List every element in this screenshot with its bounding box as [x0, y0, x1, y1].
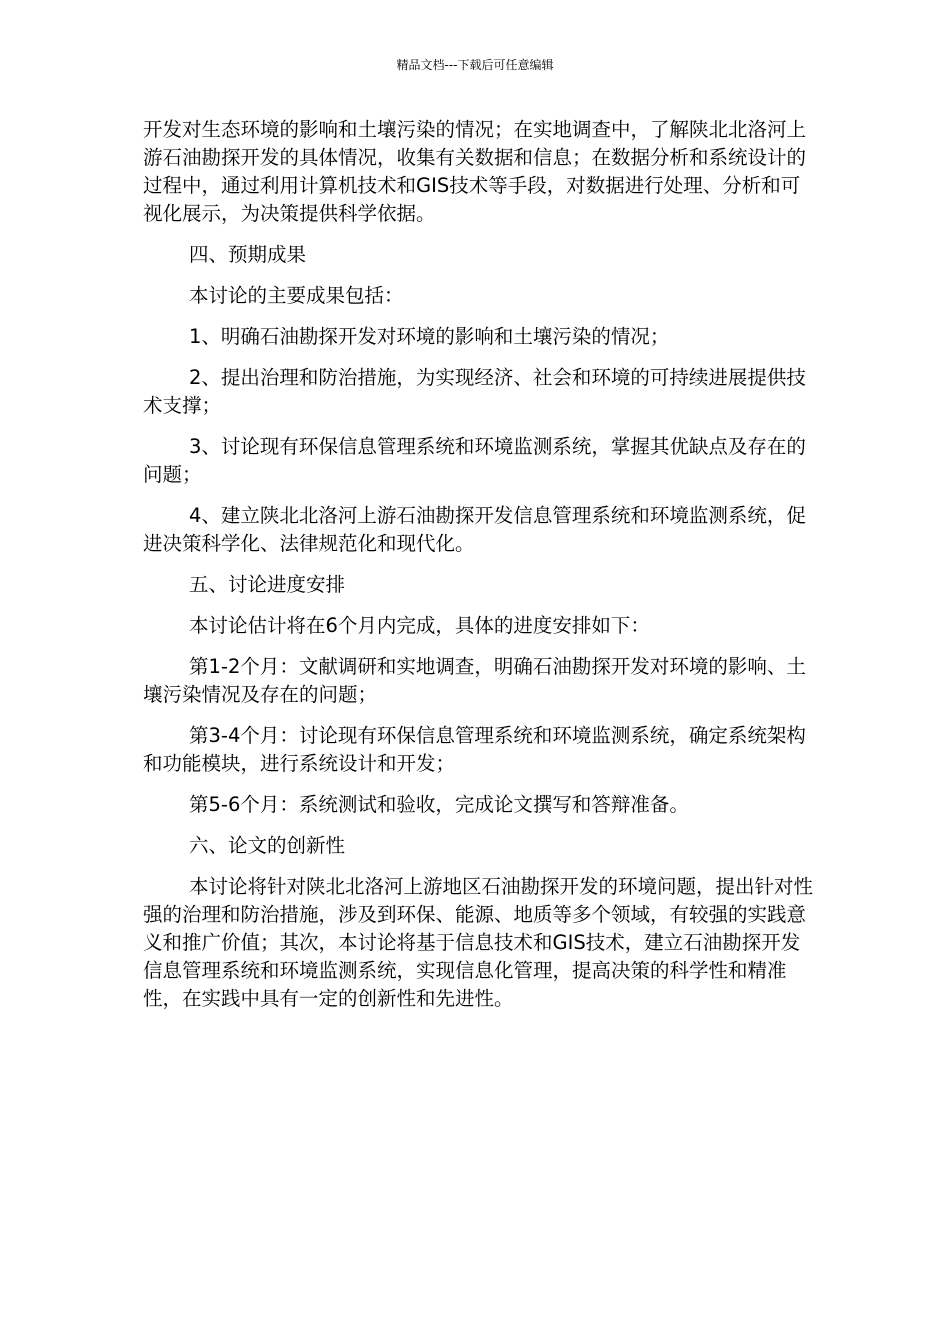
document-body	[143, 116, 813, 1026]
list-item: 3、讨论现有环保信息管理系统和环境监测系统，掌握其优缺点及存在的问题；	[143, 435, 806, 486]
page-header: 精品文档---下载后可任意编辑	[396, 58, 554, 72]
list-item: 1、明确石油勘探开发对环境的影响和土壤污染的情况；	[189, 325, 670, 348]
section-heading-expected-results: 四、预期成果	[189, 243, 307, 266]
paragraph: 本讨论估计将在6个月内完成，具体的进度安排如下：	[189, 614, 650, 637]
schedule-item: 第1-2个月：文献调研和实地调查，明确石油勘探开发对环境的影响、土壤污染情况及存在的问题；	[143, 655, 806, 706]
section-heading-innovation: 六、论文的创新性	[189, 834, 346, 857]
paragraph-continuation: 开发对生态环境的影响和土壤污染的情况；在实地调查中，了解陕北北洛河上游石油勘探开发的具体情况，收集有关数据和信息；在数据分析和系统设计的过程中，通过利用计算机技术和GIS技术等手段，对数据进行处理、分析和可视化展示，为决策提供科学依据。	[143, 118, 807, 225]
list-item: 4、建立陕北北洛河上游石油勘探开发信息管理系统和环境监测系统，促进决策科学化、法律规范化和现代化。	[143, 504, 806, 555]
paragraph: 本讨论将针对陕北北洛河上游地区石油勘探开发的环境问题，提出针对性强的治理和防治措施，涉及到环保、能源、地质等多个领域，有较强的实践意义和推广价值；其次，本讨论将基于信息技术和GIS技术，建立石油勘探开发信息管理系统和环境监测系统，实现信息化管理，提高决策的科学性和精准性，在实践中具有一定的创新性和先进性。	[143, 875, 814, 1010]
list-item: 2、提出治理和防治措施，为实现经济、社会和环境的可持续进展提供技术支撑；	[143, 366, 806, 417]
schedule-item: 第3-4个月：讨论现有环保信息管理系统和环境监测系统，确定系统架构和功能模块，进行系统设计和开发；	[143, 724, 806, 775]
section-heading-schedule: 五、讨论进度安排	[189, 573, 346, 596]
paragraph: 本讨论的主要成果包括：	[189, 284, 404, 307]
schedule-item: 第5-6个月：系统测试和验收，完成论文撰写和答辩准备。	[189, 793, 689, 816]
